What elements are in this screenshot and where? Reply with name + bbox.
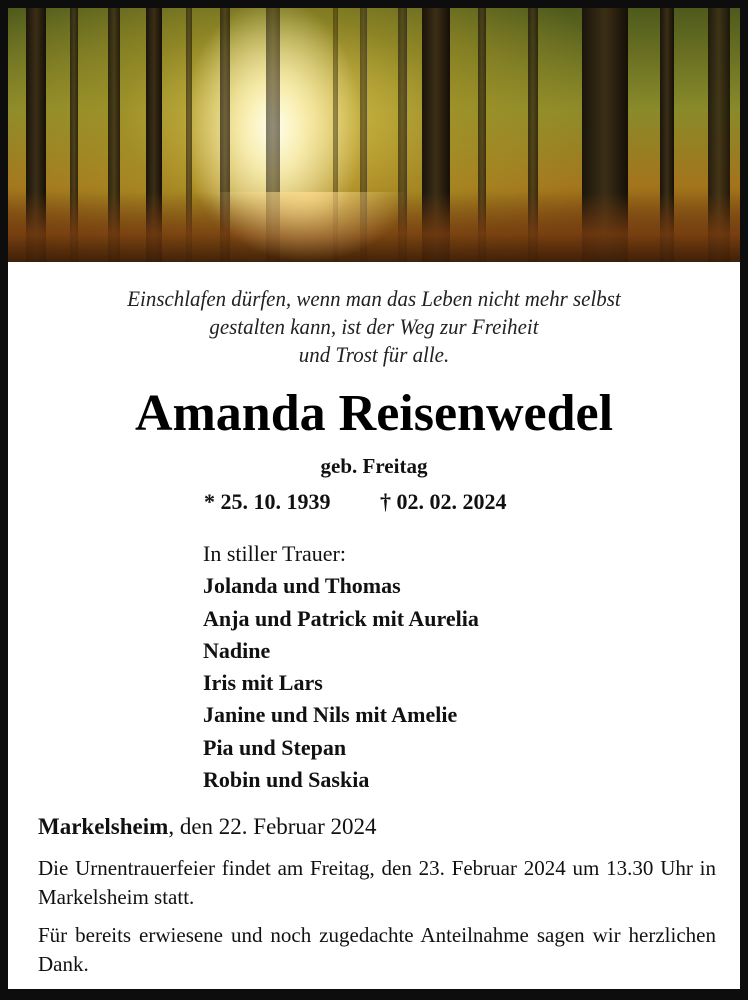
quote-line: gestalten kann, ist der Weg zur Freiheit	[209, 314, 539, 339]
memorial-quote	[34, 285, 715, 369]
mourner: Jolanda und Thomas	[203, 573, 401, 599]
mourner: Pia und Stepan	[203, 734, 347, 760]
mourners-label: In stiller Trauer:	[203, 541, 346, 566]
birth-name: geb. Freitag	[320, 454, 428, 478]
notice-date: , den 22. Februar 2024	[168, 814, 377, 839]
sunlit-path	[208, 192, 408, 262]
death-date: † 02. 02. 2024	[380, 489, 507, 514]
life-dates	[204, 489, 507, 515]
mourners-list	[203, 538, 479, 796]
ceremony-info	[38, 854, 716, 979]
mourner: Anja und Patrick mit Aurelia	[203, 605, 479, 631]
mourner: Robin und Saskia	[203, 767, 370, 793]
quote-line: und Trost für alle.	[298, 342, 450, 367]
birth-date: * 25. 10. 1939	[204, 489, 331, 514]
mourner: Janine und Nils mit Amelie	[203, 702, 458, 728]
ceremony-text: Die Urnentrauerfeier findet am Freitag, den 23. Februar 2024 um 13.30 Uhr in Markelsheim statt.	[38, 856, 716, 909]
mourner: Iris mit Lars	[203, 670, 323, 696]
quote-line: Einschlafen dürfen, wenn man das Leben nicht mehr selbst	[127, 286, 621, 311]
forest-photo	[8, 8, 740, 262]
mourner: Nadine	[203, 637, 271, 663]
town: Markelsheim	[38, 814, 169, 839]
thanks-text: Für bereits erwiesene und noch zugedachte Anteilnahme sagen wir herzlichen Dank.	[38, 923, 716, 976]
deceased-name: Amanda Reisenwedel	[134, 385, 614, 442]
place-and-date	[38, 814, 377, 840]
